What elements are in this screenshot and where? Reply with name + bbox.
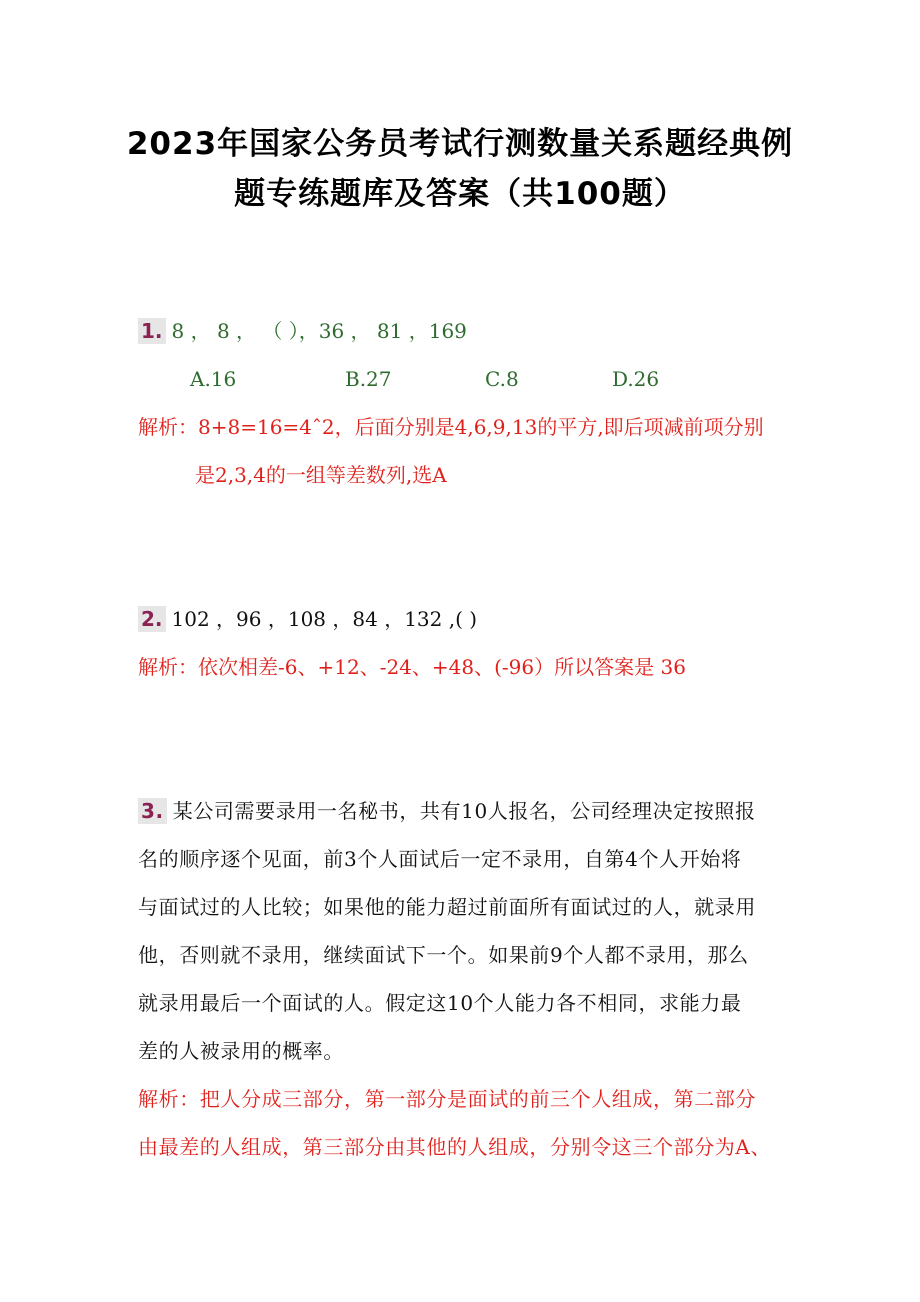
question-2 <box>138 606 477 632</box>
question-number: 1. <box>138 318 166 344</box>
question-text: 某公司需要录用一名秘书，共有10人报名，公司经理决定按照报 <box>172 799 756 823</box>
question-3-line-2: 名的顺序逐个见面，前3个人面试后一定不录用，自第4个人开始将 <box>138 847 742 871</box>
question-3-analysis-line-2: 由最差的人组成，第三部分由其他的人组成，分别令这三个部分为A、 <box>138 1135 772 1159</box>
option-d: D.26 <box>612 367 660 391</box>
question-3-analysis-line-1: 解析：把人分成三部分，第一部分是面试的前三个人组成，第二部分 <box>138 1087 756 1111</box>
question-number: 3. <box>138 798 167 824</box>
question-sequence: 8 ， 8 ， （ ），36 ， 81 ，169 <box>171 319 467 343</box>
question-1-analysis-line-2: 是2,3,4的一组等差数列,选A <box>195 463 447 487</box>
question-2-analysis: 解析：依次相差-6、+12、-24、+48、(-96）所以答案是 36 <box>138 655 686 679</box>
question-3-line-3: 与面试过的人比较；如果他的能力超过前面所有面试过的人，就录用 <box>138 895 756 919</box>
question-sequence: 102 ，96 ，108 ，84 ，132 ,( ) <box>171 607 478 631</box>
question-1-analysis-line-1: 解析：8+8=16=4ˆ2，后面分别是4,6,9,13的平方,即后项减前项分别 <box>138 415 764 439</box>
question-1 <box>138 318 467 344</box>
document-title-line-1: 2023年国家公务员考试行测数量关系题经典例 <box>126 126 794 162</box>
question-1-options <box>0 366 920 392</box>
question-3-line-5: 就录用最后一个面试的人。假定这10个人能力各不相同，求能力最 <box>138 991 742 1015</box>
option-c: C.8 <box>485 367 519 391</box>
question-3-line-6: 差的人被录用的概率。 <box>138 1039 344 1063</box>
question-number: 2. <box>138 606 166 632</box>
document-title-line-2: 题专练题库及答案（共100题） <box>234 176 686 212</box>
question-3-line-1 <box>138 798 756 824</box>
question-3-line-4: 他，否则就不录用，继续面试下一个。如果前9个人都不录用，那么 <box>138 943 749 967</box>
option-b: B.27 <box>345 367 392 391</box>
option-a: A.16 <box>190 367 237 391</box>
